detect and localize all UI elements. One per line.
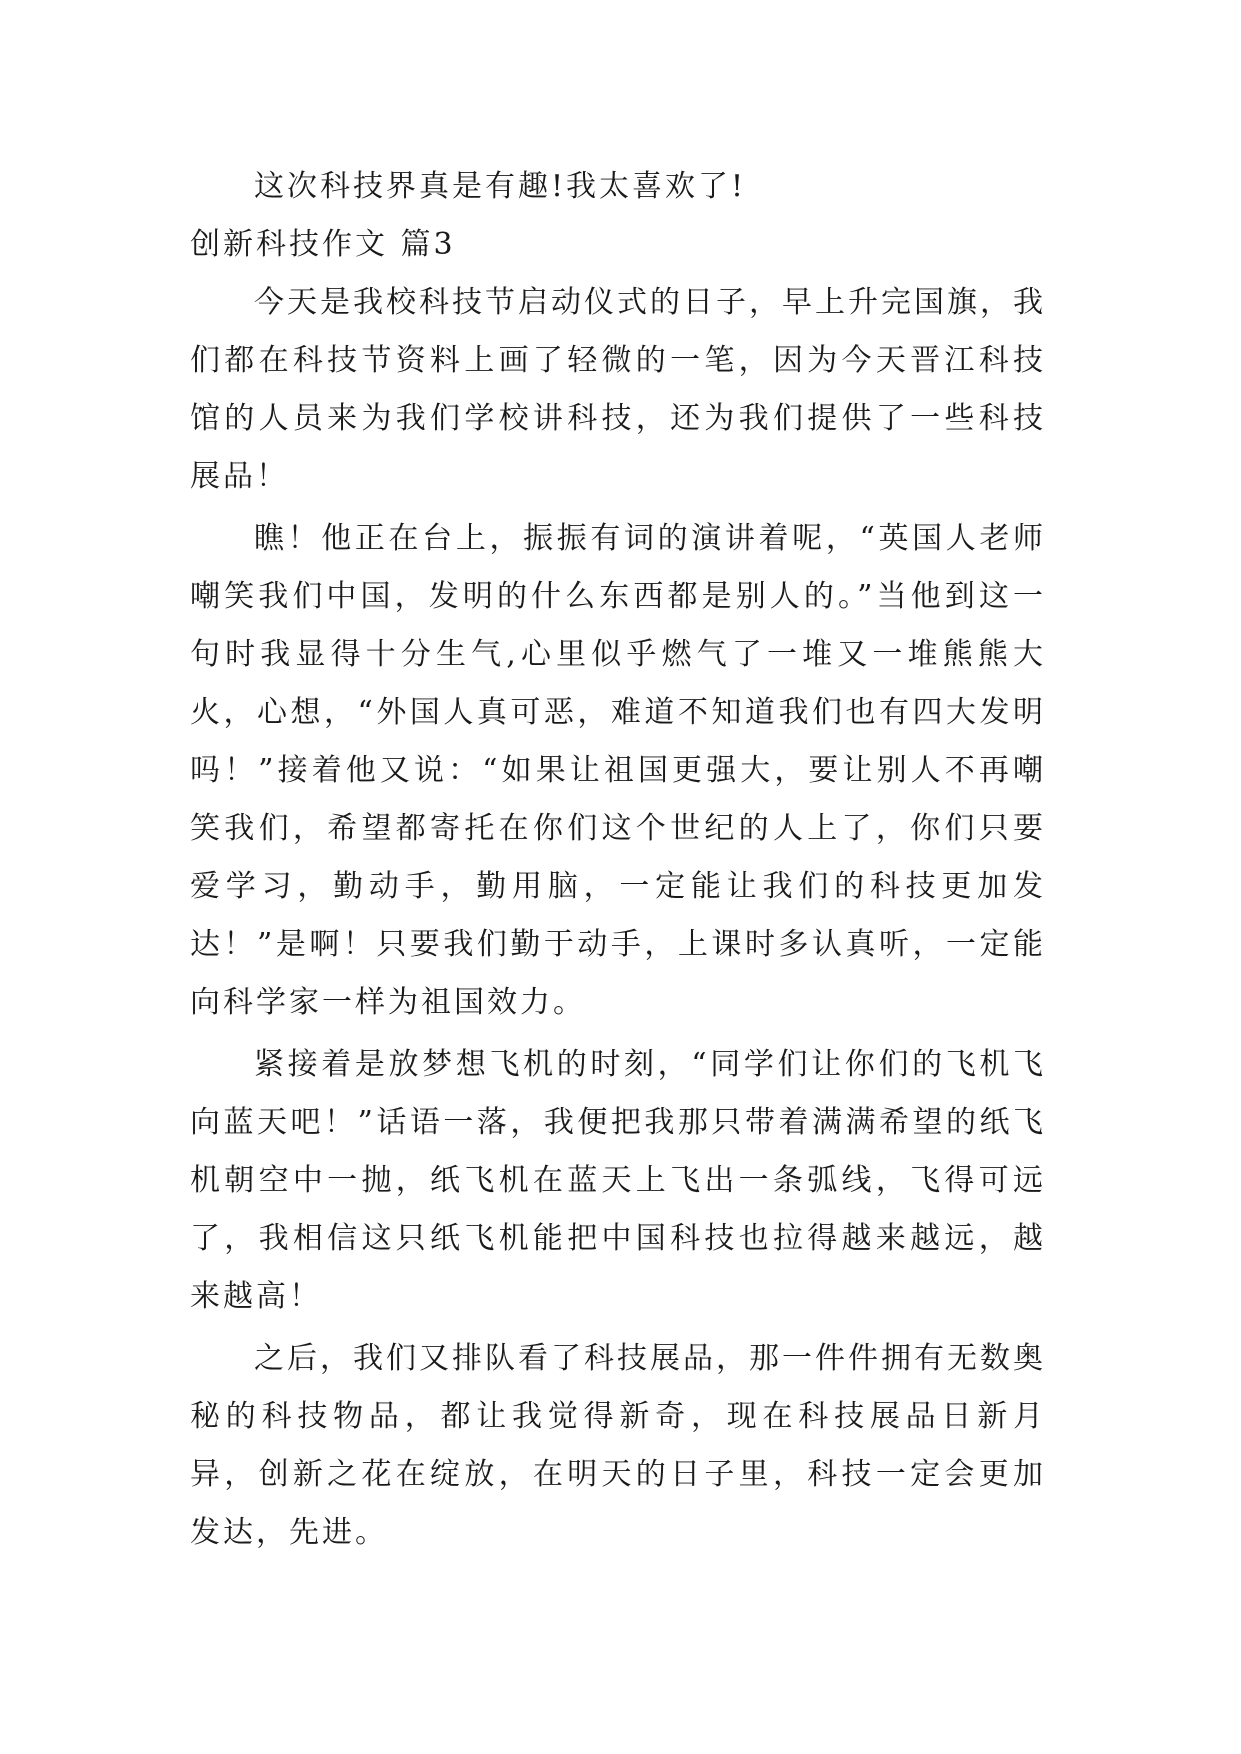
- intro-line: 这次科技界真是有趣!我太喜欢了!: [254, 169, 747, 204]
- paragraph: 之后，我们又排队看了科技展品，那一件件拥有无数奥秘的科技物品，都让我觉得新奇，现在科技展品日新月异，创新之花在绽放，在明天的日子里，科技一定会更加发达，先进。: [190, 1341, 1046, 1550]
- document-body: [190, 158, 1046, 1562]
- paragraph: 紧接着是放梦想飞机的时刻，“同学们让你们的飞机飞向蓝天吧！”话语一落，我便把我那只带着满满希望的纸飞机朝空中一抛，纸飞机在蓝天上飞出一条弧线，飞得可远了，我相信这只纸飞机能把中国科技也拉得越来越远，越来越高！: [190, 1047, 1046, 1314]
- paragraph: 瞧！他正在台上，振振有词的演讲着呢，“英国人老师嘲笑我们中国，发明的什么东西都是别人的。”当他到这一句时我显得十分生气,心里似乎燃气了一堆又一堆熊熊大火，心想，“外国人真可恶，难道不知道我们也有四大发明吗！”接着他又说：“如果让祖国更强大，要让别人不再嘲笑我们，希望都寄托在你们这个世纪的人上了，你们只要爱学习，勤动手，勤用脑，一定能让我们的科技更加发达！”是啊！只要我们勤于动手，上课时多认真听，一定能向科学家一样为祖国效力。: [190, 521, 1046, 1020]
- section-title: [190, 216, 1046, 274]
- paragraph: 今天是我校科技节启动仪式的日子，早上升完国旗，我们都在科技节资料上画了轻微的一笔，因为今天晋江科技馆的人员来为我们学校讲科技，还为我们提供了一些科技展品！: [190, 285, 1046, 494]
- section-title-text: 创新科技作文 篇3: [190, 227, 456, 262]
